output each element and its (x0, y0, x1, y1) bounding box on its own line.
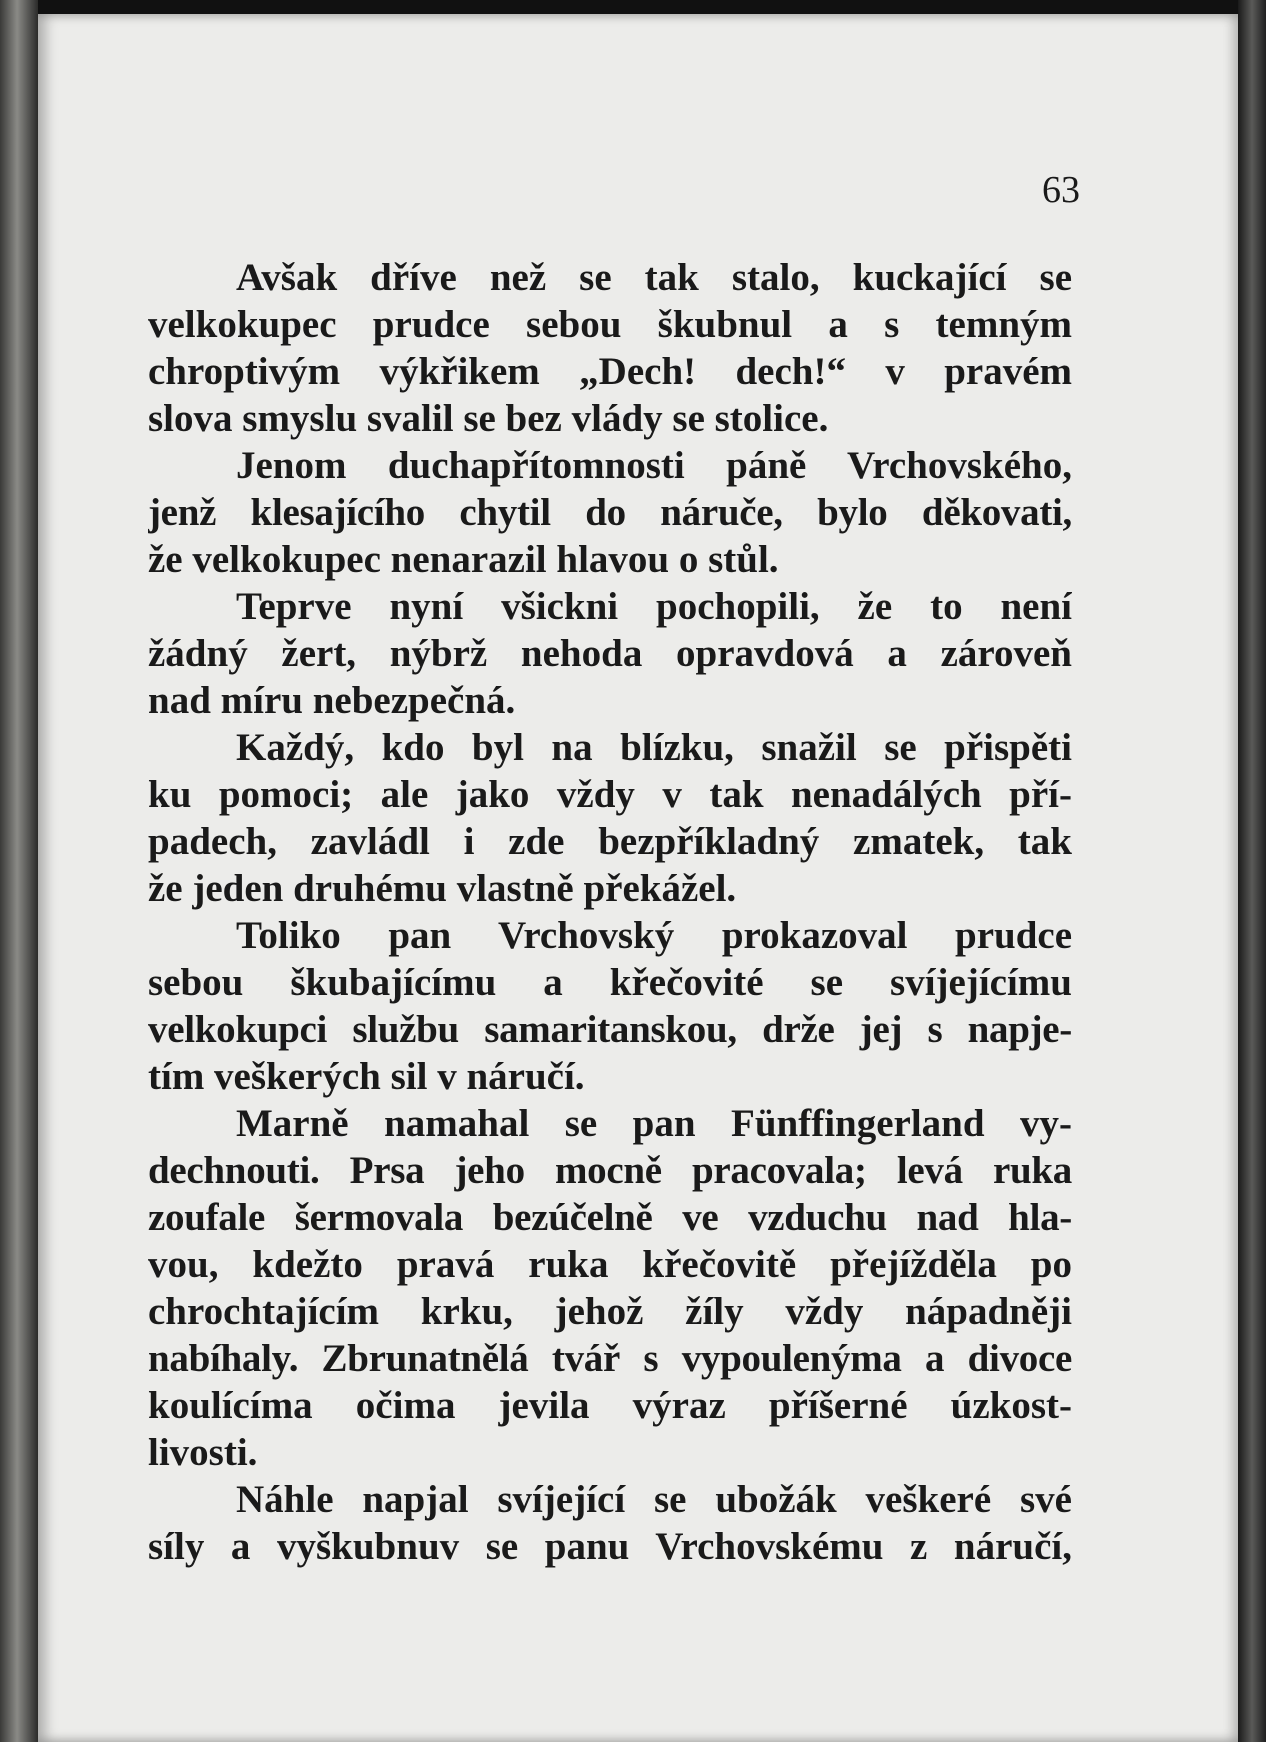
text-line: livosti. (148, 1431, 258, 1474)
page-number: 63 (1042, 169, 1080, 211)
text-line: Náhle napjal svíjející se ubožák veškeré své (236, 1478, 1072, 1521)
text-line: že jeden druhému vlastně překážel. (148, 867, 737, 910)
text-line: dechnouti. Prsa jeho mocně pracovala; levá ruka (148, 1149, 1072, 1192)
text-line: sebou škubajícímu a křečovité se svíjejícímu (148, 961, 1072, 1004)
text-line: chrochtajícím krku, jehož žíly vždy nápadněji (148, 1290, 1072, 1333)
body-text (148, 254, 1072, 1570)
text-line: vou, kdežto pravá ruka křečovitě přejížděla po (148, 1243, 1072, 1286)
text-line: síly a vyškubnuv se panu Vrchovskému z náručí, (148, 1525, 1072, 1568)
text-line: slova smyslu svalil se bez vlády se stolice. (148, 397, 829, 440)
text-line: ku pomoci; ale jako vždy v tak nenadálých pří- (148, 773, 1072, 816)
text-line: nad míru nebezpečná. (148, 679, 516, 722)
text-line: Teprve nyní všickni pochopili, že to není (236, 585, 1072, 628)
text-line: chroptivým výkřikem „Dech! dech!“ v pravém (148, 350, 1072, 393)
text-line: padech, zavládl i zde bezpříkladný zmatek, tak (148, 820, 1072, 863)
text-line: Každý, kdo byl na blízku, snažil se přispěti (236, 726, 1072, 769)
binding-edge (0, 0, 38, 1742)
text-line: nabíhaly. Zbrunatnělá tvář s vypoulenýma a divoce (148, 1337, 1072, 1380)
text-line: Jenom duchapřítomnosti páně Vrchovského, (236, 444, 1072, 487)
text-line: jenž klesajícího chytil do náruče, bylo děkovati, (148, 491, 1072, 534)
text-line: koulícíma očima jevila výraz příšerné úzkost- (148, 1384, 1072, 1427)
text-line: velkokupec prudce sebou škubnul a s temným (148, 303, 1072, 346)
text-line: Toliko pan Vrchovský prokazoval prudce (236, 914, 1072, 957)
text-line: tím veškerých sil v náručí. (148, 1055, 585, 1098)
text-line: žádný žert, nýbrž nehoda opravdová a zároveň (148, 632, 1072, 675)
text-line: že velkokupec nenarazil hlavou o stůl. (148, 538, 779, 581)
page-edge (1238, 0, 1266, 1742)
text-line: velkokupci službu samaritanskou, drže jej s napje- (148, 1008, 1072, 1051)
text-line: zoufale šermovala bezúčelně ve vzduchu nad hla- (148, 1196, 1072, 1239)
text-line: Marně namahal se pan Fünffingerland vy- (236, 1102, 1072, 1145)
text-line: Avšak dříve než se tak stalo, kuckající se (236, 256, 1072, 299)
